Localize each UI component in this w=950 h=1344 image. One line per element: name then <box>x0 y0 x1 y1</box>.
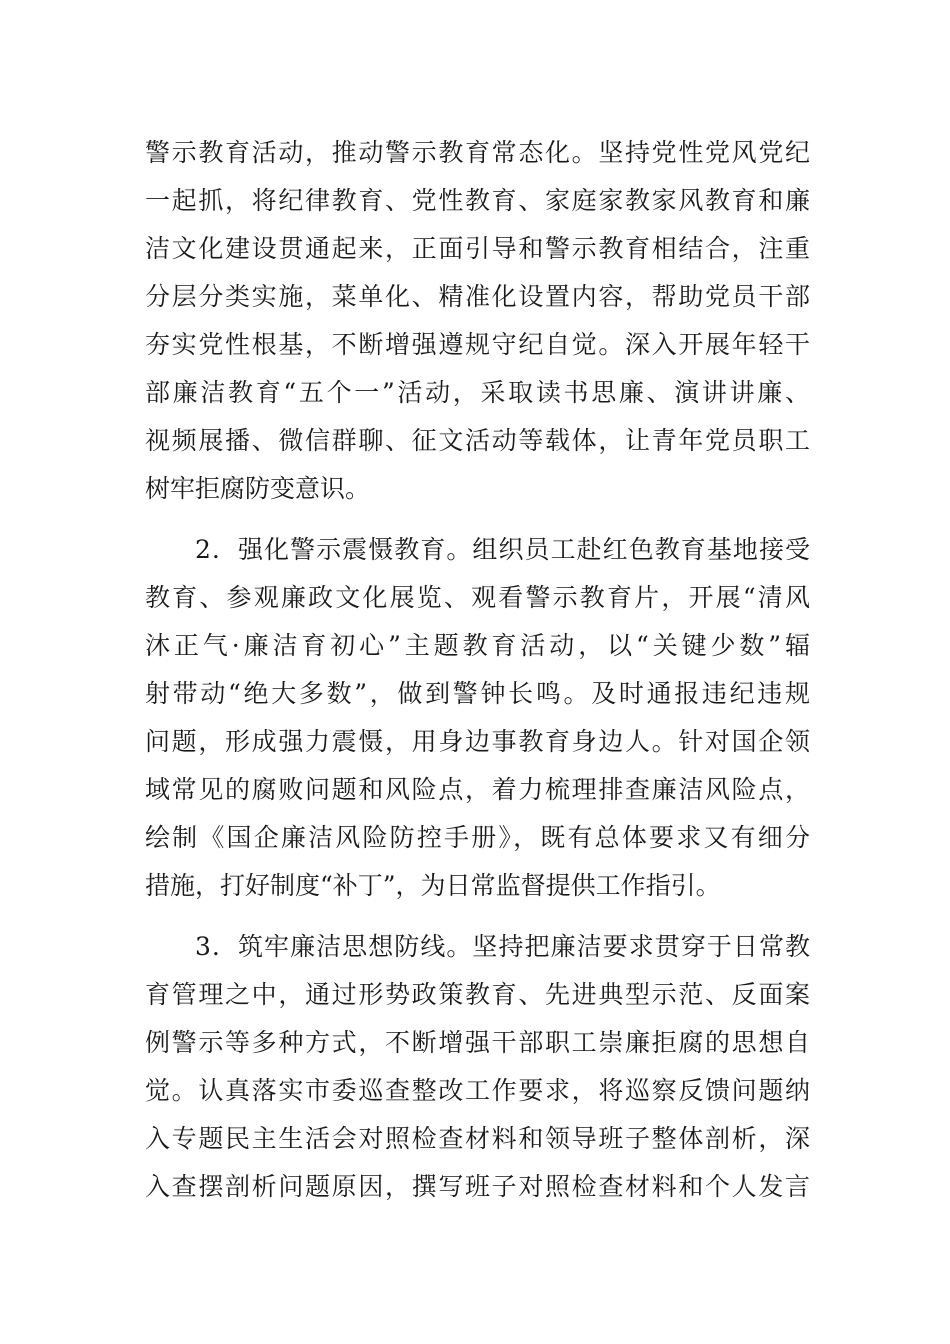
text-line: 一起抓，将纪律教育、党性教育、家庭家教家风教育和廉 <box>145 186 810 215</box>
text-line: 入专题民主生活会对照检查材料和领导班子整体剖析，深 <box>145 1124 810 1153</box>
text-line: 视频展播、微信群聊、征文活动等载体，让青年党员职工 <box>145 426 810 455</box>
text-line: 绘制《国企廉洁风险防控手册》，既有总体要求又有细分 <box>145 823 810 852</box>
text-line: 教育、参观廉政文化展览、观看警示教育片，开展“清风 <box>145 583 810 612</box>
text-line: 射带动“绝大多数”，做到警钟长鸣。及时通报违纪违规 <box>145 679 810 708</box>
text-line: 域常见的腐败问题和风险点，着力梳理排查廉洁风险点， <box>145 775 810 804</box>
text-line: 觉。认真落实市委巡查整改工作要求，将巡察反馈问题纳 <box>145 1076 810 1105</box>
text-line: 例警示等多种方式，不断增强干部职工崇廉拒腐的思想自 <box>145 1028 810 1057</box>
text-line: 入查摆剖析问题原因，撰写班子对照检查材料和个人发言 <box>145 1172 810 1201</box>
text-line: 分层分类实施，菜单化、精准化设置内容，帮助党员干部 <box>145 282 810 311</box>
text-line: 沐正气·廉洁育初心”主题教育活动，以“关键少数”辐 <box>145 631 810 660</box>
text-line: 洁文化建设贯通起来，正面引导和警示教育相结合，注重 <box>145 234 810 263</box>
text-line: 育管理之中，通过形势政策教育、先进典型示范、反面案 <box>145 980 810 1009</box>
paragraph-start-line: 2．强化警示震慑教育。组织员工赴红色教育基地接受 <box>195 535 810 564</box>
text-line: 警示教育活动，推动警示教育常态化。坚持党性党风党纪 <box>145 138 810 167</box>
text-line: 问题，形成强力震慑，用身边事教育身边人。针对国企领 <box>145 727 810 756</box>
text-line: 措施，打好制度“补丁”，为日常监督提供工作指引。 <box>145 871 721 900</box>
text-line: 部廉洁教育“五个一”活动，采取读书思廉、演讲讲廉、 <box>145 378 810 407</box>
text-line: 树牢拒腐防变意识。 <box>145 474 371 503</box>
paragraph-start-line: 3．筑牢廉洁思想防线。坚持把廉洁要求贯穿于日常教 <box>195 932 810 961</box>
text-line: 夯实党性根基，不断增强遵规守纪自觉。深入开展年轻干 <box>145 330 810 359</box>
